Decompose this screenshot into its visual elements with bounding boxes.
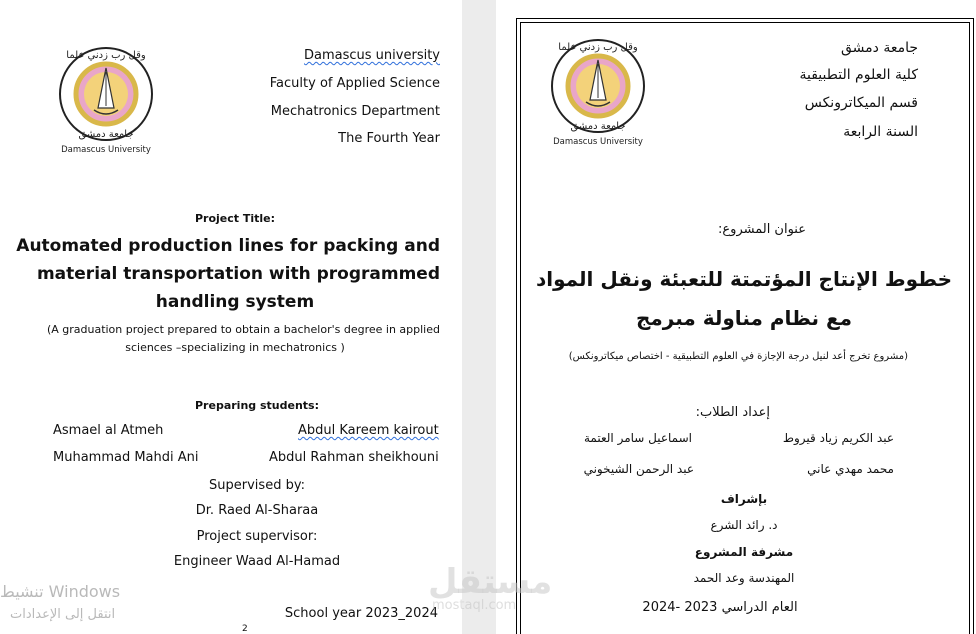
svg-text:وقل رب زدني علما: وقل رب زدني علما [66, 50, 146, 61]
project-subtitle-line-2: sciences –specializing in mechatronics ) [125, 341, 345, 354]
university-name: جامعة دمشق [840, 40, 918, 56]
student-name: Asmael al Atmeh [53, 423, 164, 438]
faculty-name: كلية العلوم التطبيقية [799, 67, 918, 83]
faculty-name: Faculty of Applied Science [269, 76, 440, 91]
arabic-cover-page [496, 0, 976, 634]
mostaql-watermark: مستقل [428, 562, 553, 602]
project-subtitle: (مشروع تخرج أعد لنيل درجة الإجازة في العلوم التطبيقية - اختصاص ميكاترونكس) [568, 351, 908, 362]
student-name: عبد الرحمن الشيخوني [583, 462, 694, 476]
page-gap [462, 0, 496, 634]
school-year: العام الدراسي 2023 -2024 [642, 600, 798, 615]
school-year: School year 2023_2024 [284, 606, 438, 621]
university-name: Damascus university [304, 48, 440, 63]
student-name: Muhammad Mahdi Ani [53, 450, 199, 465]
damascus-university-logo [54, 44, 158, 156]
windows-activation-hint: انتقل إلى الإعدادات [10, 607, 116, 622]
student-name: عبد الكريم زياد قيروط [782, 431, 894, 445]
study-year: The Fourth Year [338, 131, 440, 146]
project-title-line-1: Automated production lines for packing and [16, 236, 440, 256]
project-supervisor-label: Project supervisor: [196, 529, 318, 544]
supervision-label: بإشراف [720, 492, 768, 506]
project-title-line-2: مع نظام مناولة مبرمج [635, 306, 852, 330]
students-label: Preparing students: [195, 399, 319, 412]
project-title-label: عنوان المشروع: [718, 222, 806, 237]
svg-text:Damascus University: Damascus University [553, 137, 643, 147]
study-year: السنة الرابعة [843, 124, 918, 140]
mostaql-watermark-url: mostaql.com [432, 598, 517, 613]
student-name: Abdul Rahman sheikhouni [269, 450, 439, 465]
project-subtitle-line-1: (A graduation project prepared to obtain a bachelor's degree in applied [46, 323, 440, 336]
english-cover-page [8, 0, 462, 634]
svg-text:وقل رب زدني علما: وقل رب زدني علما [558, 42, 638, 53]
project-supervisor-label: مشرفة المشروع [694, 545, 794, 559]
project-title-label: Project Title: [194, 212, 276, 225]
project-title-line-2: material transportation with programmed [36, 264, 440, 284]
student-name: محمد مهدي عاني [807, 462, 894, 476]
supervisor-name: د. رائد الشرع [710, 518, 778, 532]
student-name: Abdul Kareem kairout [298, 423, 439, 438]
damascus-university-logo [546, 36, 650, 148]
project-title-line-3: handling system [155, 292, 315, 312]
project-title-line-1: خطوط الإنتاج المؤتمتة للتعبئة ونقل المواد [535, 267, 953, 291]
svg-text:جامعة دمشق: جامعة دمشق [78, 129, 134, 140]
department-name: قسم الميكاترونكس [804, 95, 918, 111]
department-name: Mechatronics Department [270, 104, 440, 119]
svg-text:جامعة دمشق: جامعة دمشق [570, 121, 626, 132]
student-name: اسماعيل سامر العتمة [583, 431, 692, 445]
supervisor-name: Dr. Raed Al-Sharaa [195, 503, 319, 518]
project-supervisor-name: المهندسة وعد الحمد [693, 571, 795, 585]
students-label: إعداد الطلاب: [695, 405, 770, 420]
windows-activation-notice: تنشيط Windows [0, 582, 121, 601]
project-supervisor-name: Engineer Waad Al-Hamad [173, 554, 341, 569]
page-number: 2 [242, 624, 248, 634]
supervised-by-label: Supervised by: [209, 478, 305, 493]
svg-text:Damascus University: Damascus University [61, 145, 151, 155]
